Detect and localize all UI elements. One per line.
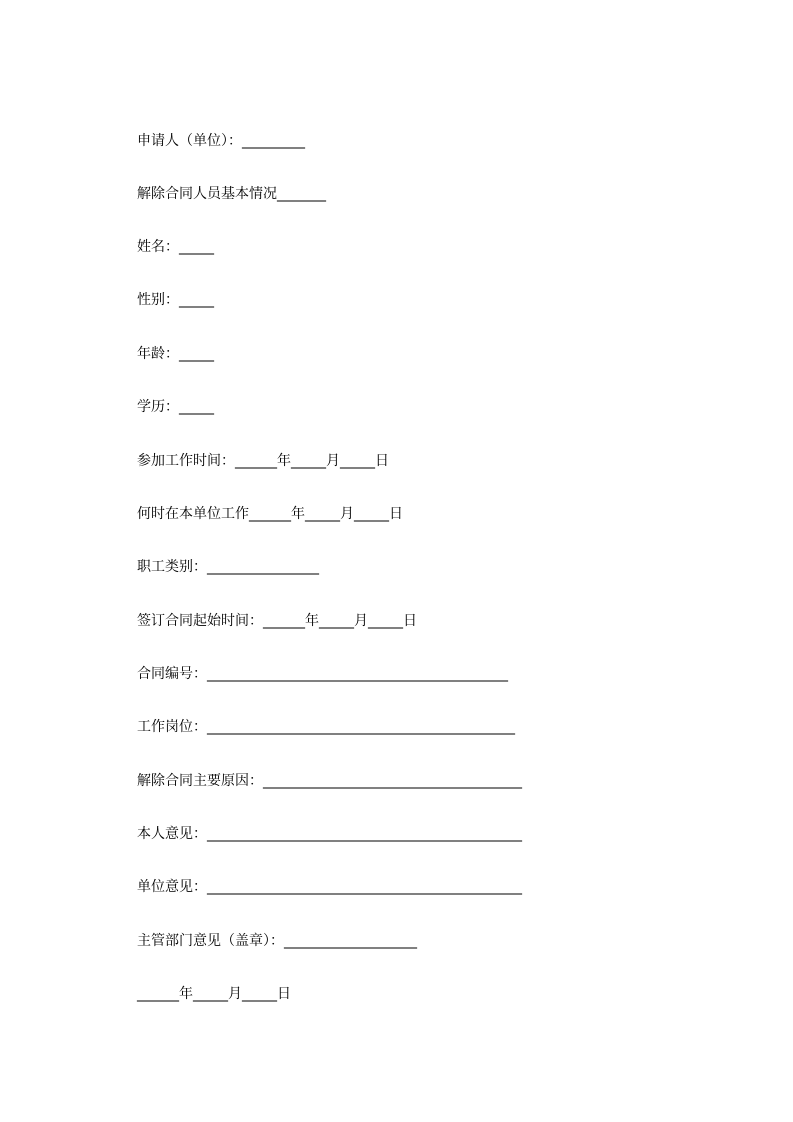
education-line: 学历：_____: [137, 399, 214, 415]
dept-opinion-line: 主管部门意见（盖章）：___________________: [137, 933, 417, 949]
date-line: ______年_____月_____日: [137, 986, 291, 1002]
unit-opinion-line: 单位意见：_____________________________________________: [137, 879, 522, 895]
age-line: 年龄：_____: [137, 346, 214, 362]
gender-line: 性别：_____: [137, 292, 214, 308]
section-title-line: 解除合同人员基本情况_______: [137, 186, 326, 202]
name-line: 姓名：_____: [137, 239, 214, 255]
applicant-line: 申请人（单位）：_________: [137, 133, 305, 149]
unit-start-line: 何时在本单位工作______年_____月_____日: [137, 506, 403, 522]
position-line: 工作岗位：____________________________________________: [137, 719, 515, 735]
contract-start-line: 签订合同起始时间：______年_____月_____日: [137, 613, 417, 629]
personal-opinion-line: 本人意见：_____________________________________________: [137, 826, 522, 842]
employee-category-line: 职工类别：________________: [137, 559, 319, 575]
termination-reason-line: 解除合同主要原因：_____________________________________: [137, 773, 522, 789]
contract-number-line: 合同编号：___________________________________________: [137, 666, 508, 682]
work-start-line: 参加工作时间：______年_____月_____日: [137, 453, 389, 469]
